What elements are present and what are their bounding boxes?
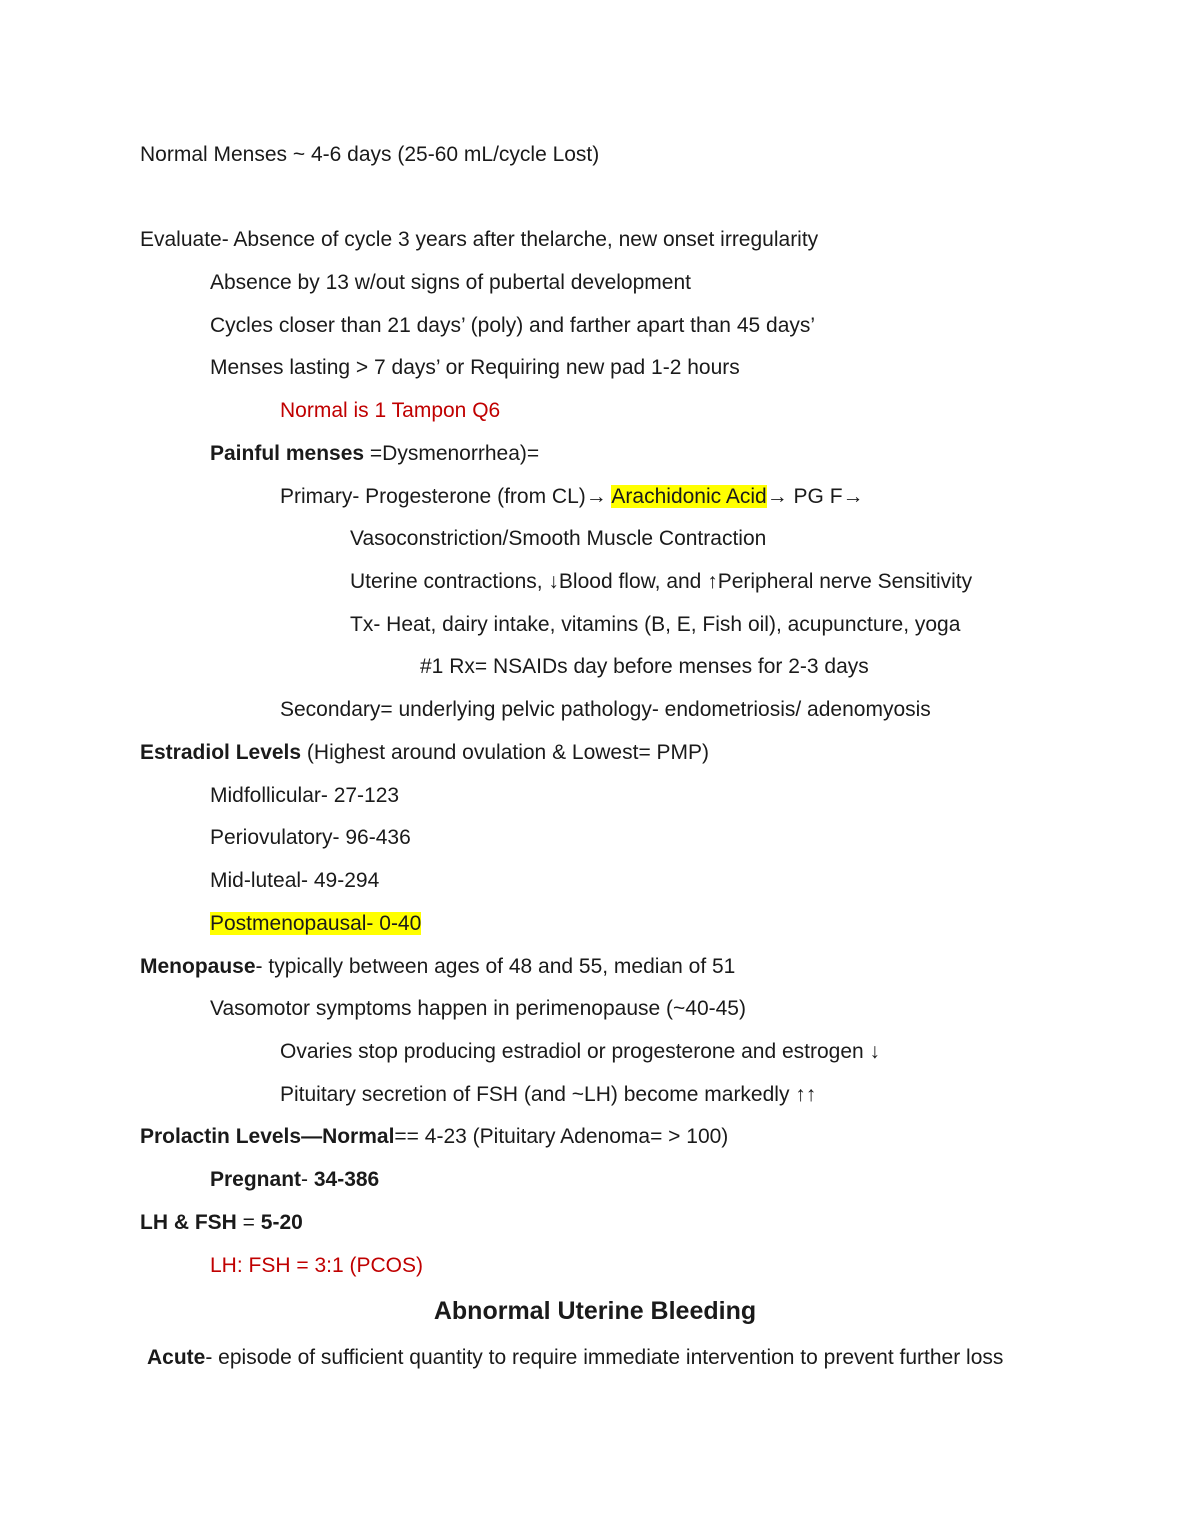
mid-luteal-line: Mid-luteal- 49-294 — [210, 869, 380, 892]
cycles-line: Cycles closer than 21 days’ (poly) and farther apart than 45 days’ — [210, 314, 816, 337]
prolactin-line: Prolactin Levels—Normal== 4-23 (Pituitary Adenoma= > 100) — [140, 1125, 729, 1148]
midfollicular-line: Midfollicular- 27-123 — [210, 784, 400, 807]
periovulatory-line: Periovulatory- 96-436 — [210, 826, 411, 849]
absence-line: Absence by 13 w/out signs of pubertal development — [210, 271, 691, 294]
lh-fsh-line: LH & FSH = 5-20 — [140, 1211, 303, 1234]
painful-menses-line: Painful menses =Dysmenorrhea)= — [210, 442, 540, 465]
normal-menses-line: Normal Menses ~ 4-6 days (25-60 mL/cycle Lost) — [140, 143, 600, 166]
postmenopausal-highlight: Postmenopausal- 0-40 — [210, 912, 422, 935]
secondary-line: Secondary= underlying pelvic pathology- endometriosis/ adenomyosis — [280, 698, 931, 721]
postmenopausal-line — [210, 909, 421, 939]
estradiol-levels-line: Estradiol Levels (Highest around ovulation & Lowest= PMP) — [140, 741, 710, 764]
acute-line: Acute- episode of sufficient quantity to require immediate intervention to prevent further loss — [147, 1346, 1004, 1369]
pregnant-line: Pregnant- 34-386 — [210, 1168, 380, 1191]
ovaries-line: Ovaries stop producing estradiol or progesterone and estrogen ↓ — [280, 1040, 881, 1063]
pituitary-line: Pituitary secretion of FSH (and ~LH) become markedly ↑↑ — [280, 1083, 817, 1106]
treatment-line: Tx- Heat, dairy intake, vitamins (B, E, Fish oil), acupuncture, yoga — [350, 613, 961, 636]
arachidonic-acid-highlight: Arachidonic Acid — [611, 485, 767, 508]
nsaids-line: #1 Rx= NSAIDs day before menses for 2-3 days — [420, 655, 869, 678]
primary-line: Primary- Progesterone (from CL)→ Arachidonic Acid→ PG F→ — [280, 485, 864, 508]
evaluate-line: Evaluate- Absence of cycle 3 years after thelarche, new onset irregularity — [140, 228, 819, 251]
vasomotor-line: Vasomotor symptoms happen in perimenopause (~40-45) — [210, 997, 746, 1020]
uterine-contractions-line: Uterine contractions, ↓Blood flow, and ↑Peripheral nerve Sensitivity — [350, 570, 973, 593]
vasoconstriction-line: Vasoconstriction/Smooth Muscle Contraction — [350, 527, 767, 550]
lh-fsh-ratio-line: LH: FSH = 3:1 (PCOS) — [210, 1254, 423, 1277]
normal-tampon-line: Normal is 1 Tampon Q6 — [280, 399, 501, 422]
section-title: Abnormal Uterine Bleeding — [433, 1297, 757, 1325]
menopause-line: Menopause- typically between ages of 48 and 55, median of 51 — [140, 955, 736, 978]
menses-lasting-line: Menses lasting > 7 days’ or Requiring new pad 1-2 hours — [210, 356, 740, 379]
